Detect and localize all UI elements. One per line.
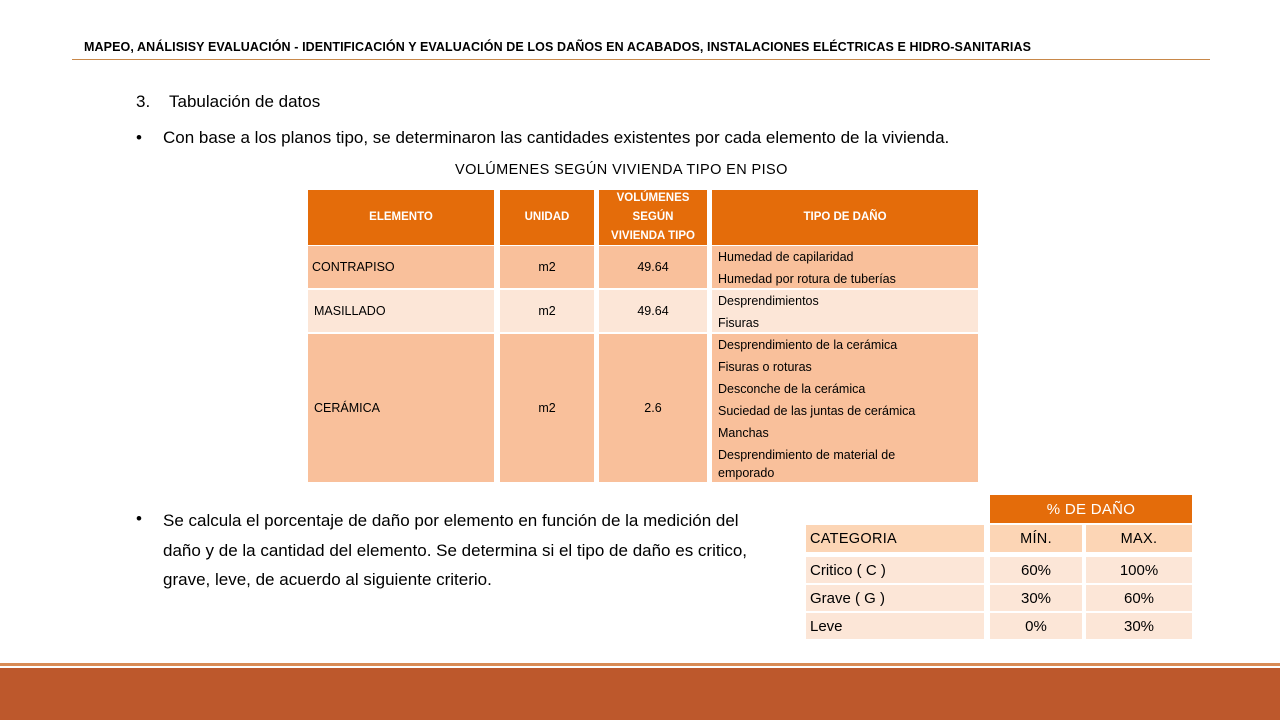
damage-item: Humedad por rotura de tuberías — [718, 272, 896, 286]
bullet-item-planos — [136, 128, 1236, 152]
damage-item: Manchas — [718, 426, 769, 440]
volumes-table-caption: VOLÚMENES SEGÚN VIVIENDA TIPO EN PISO — [455, 162, 788, 178]
bullet-icon: • — [136, 509, 142, 528]
section-number: 3. — [136, 92, 151, 111]
footer-bar — [0, 668, 1280, 720]
damage-item: Humedad de capilaridad — [718, 250, 854, 264]
min-cell: 0% — [990, 613, 1082, 639]
table-row-damages — [712, 290, 978, 332]
section-heading — [136, 92, 320, 112]
damage-item: Desprendimiento de la cerámica — [718, 338, 898, 352]
document-header-title: MAPEO, ANÁLISISY EVALUACIÓN - IDENTIFICACIÓN Y EVALUACIÓN DE LOS DAÑOS EN ACABADOS, INSTALACIONES ELÉCTRICAS E HIDRO-SANITARIAS — [84, 40, 1032, 54]
header-divider — [72, 59, 1210, 60]
header-min: MÍN. — [990, 525, 1082, 552]
header-volume: VOLÚMENES SEGÚN VIVIENDA TIPO — [599, 190, 707, 245]
table-row-unit: m2 — [500, 334, 594, 482]
bullet-icon: • — [136, 128, 142, 147]
category-cell: Leve — [806, 613, 984, 639]
table-row-volume: 2.6 — [599, 334, 707, 482]
damage-item: Suciedad de las juntas de cerámica — [718, 404, 916, 418]
category-cell: Grave ( G ) — [806, 585, 984, 611]
damage-item: Fisuras o roturas — [718, 360, 812, 374]
table-row-damages — [712, 246, 978, 288]
bullet-item-porcentaje — [136, 509, 776, 659]
damage-item: Desprendimientos — [718, 294, 819, 308]
min-cell: 60% — [990, 557, 1082, 583]
section-title: Tabulación de datos — [169, 92, 321, 111]
table-row-volume: 49.64 — [599, 246, 707, 288]
damage-item: Fisuras — [718, 316, 759, 330]
table-row-unit: m2 — [500, 246, 594, 288]
category-cell: Critico ( C ) — [806, 557, 984, 583]
table-row-damages — [712, 334, 978, 482]
bullet-text: Se calcula el porcentaje de daño por elemento en función de la medición del daño y de la cantidad del elemento. Se determina si el tipo de daño es critico, grave, leve, de acuerdo al siguiente criterio. — [163, 511, 748, 589]
footer-accent-line — [0, 663, 1280, 666]
damage-percent-table — [806, 495, 1192, 640]
header-element: ELEMENTO — [308, 190, 494, 245]
damage-item: Desprendimiento de material de emporado — [718, 448, 896, 480]
max-cell: 60% — [1086, 585, 1192, 611]
header-damage-type: TIPO DE DAÑO — [712, 190, 978, 245]
damage-item: Desconche de la cerámica — [718, 382, 866, 396]
header-unit: UNIDAD — [500, 190, 594, 245]
max-cell: 100% — [1086, 557, 1192, 583]
table-row-element: CERÁMICA — [308, 334, 494, 482]
volumes-table — [308, 190, 978, 482]
percent-group-header: % DE DAÑO — [990, 495, 1192, 523]
header-max: MAX. — [1086, 525, 1192, 552]
table-row-unit: m2 — [500, 290, 594, 332]
table-row-element: CONTRAPISO — [308, 246, 494, 288]
header-category: CATEGORIA — [806, 525, 984, 552]
table-row-element: MASILLADO — [308, 290, 494, 332]
table-row-volume: 49.64 — [599, 290, 707, 332]
max-cell: 30% — [1086, 613, 1192, 639]
bullet-text: Con base a los planos tipo, se determinaron las cantidades existentes por cada elemento de la vivienda. — [163, 128, 950, 147]
min-cell: 30% — [990, 585, 1082, 611]
